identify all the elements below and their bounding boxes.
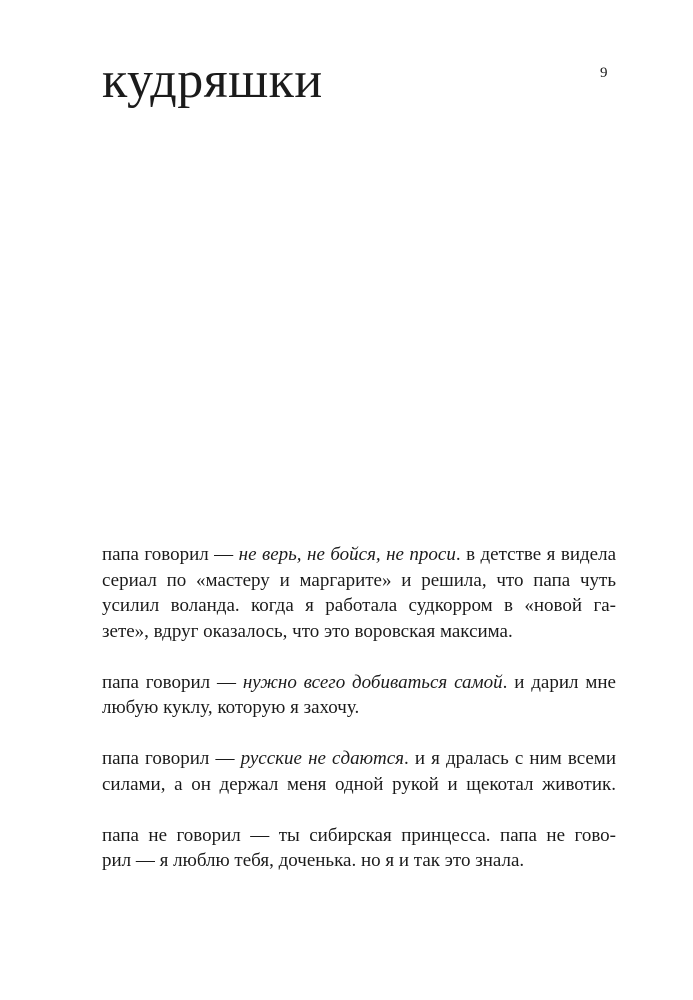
page-number: 9 <box>600 65 608 81</box>
text-run: папа говорил — <box>102 671 243 693</box>
text-run: . и я дралась с ним всеми <box>403 748 616 769</box>
text-run: усилил воланда. когда я работала судкорром в «новой га- <box>102 595 616 616</box>
text-line <box>102 746 616 772</box>
text-run: папа говорил — <box>102 544 239 565</box>
text-line <box>102 542 616 568</box>
italic-quote: не верь, не бойся, не проси <box>238 544 456 565</box>
text-line <box>102 848 616 874</box>
paragraph <box>102 823 616 874</box>
text-run: силами, а он держал меня одной рукой и щекотал животик. <box>102 773 616 795</box>
text-run: . в детстве я видела <box>455 544 616 565</box>
text-run: зете», вдруг оказалось, что это воровская максима. <box>102 620 513 642</box>
body-text <box>102 542 616 899</box>
paragraph <box>102 746 616 797</box>
paragraph <box>102 542 616 644</box>
text-run: . и дарил мне <box>502 671 616 693</box>
text-line <box>102 593 616 619</box>
paragraph <box>102 670 616 721</box>
text-run: папа говорил — <box>102 748 241 769</box>
text-run: любую куклу, которую я захочу. <box>102 697 360 718</box>
text-line <box>102 823 616 849</box>
text-line <box>102 670 616 696</box>
text-line <box>102 695 616 721</box>
text-run: сериал по «мастеру и маргарите» и решила, что папа чуть <box>102 569 616 591</box>
text-line <box>102 619 616 645</box>
text-line <box>102 568 616 594</box>
chapter-title: кудряшки <box>102 52 323 109</box>
text-run: рил — я люблю тебя, доченька. но я и так это знала. <box>102 850 525 871</box>
text-run: папа не говорил — ты сибирская принцесса. папа не гово- <box>102 824 616 846</box>
text-line <box>102 772 616 798</box>
italic-quote: нужно всего добиваться самой <box>242 671 503 693</box>
italic-quote: русские не сдаются <box>240 748 404 769</box>
